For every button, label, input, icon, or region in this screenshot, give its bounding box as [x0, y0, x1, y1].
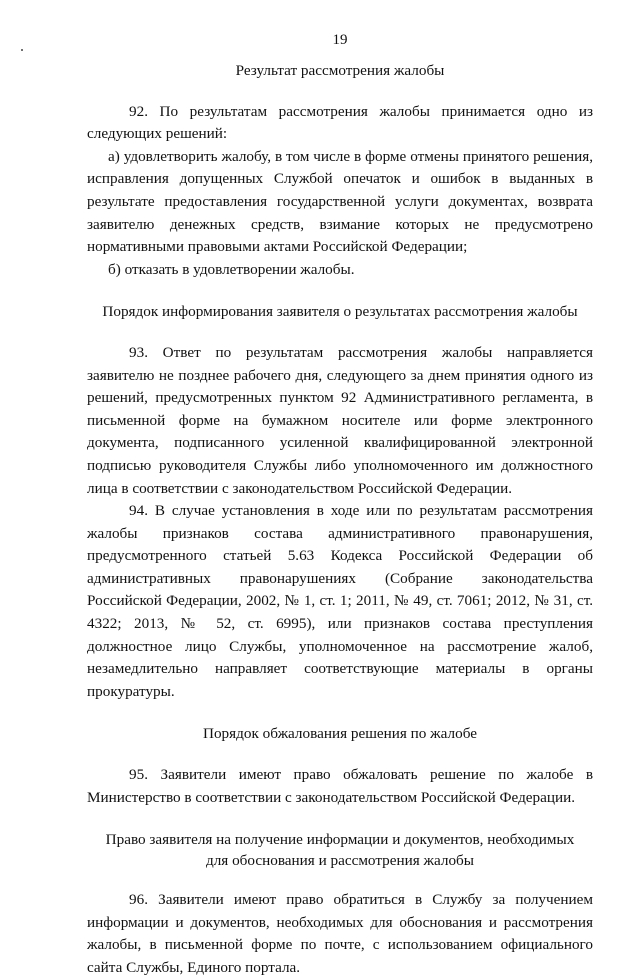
- spacer: [87, 281, 593, 301]
- scan-speck: [21, 49, 23, 51]
- page-number: 19: [332, 32, 348, 48]
- section-heading-result: Результат рассмотрения жалобы: [235, 62, 445, 79]
- spacer: [87, 871, 593, 889]
- paragraph-95: 95. Заявители имеют право обжаловать решение по жалобе в Министерство в соответствии с законодательством Российской Федерации.: [87, 766, 593, 806]
- spacer: [87, 703, 593, 723]
- spacer: [87, 809, 593, 829]
- list-item-b: б) отказать в удовлетворении жалобы.: [108, 260, 355, 278]
- paragraph-96: 96. Заявители имеют право обратиться в Службу за получением информации и документов, необходимых для обоснования и рассмотрения жалобы, в письменной форме по почте, с использованием официального сайта Службы, Единого портала.: [87, 891, 593, 976]
- paragraph-94: 94. В случае установления в ходе или по результатам рассмотрения жалобы признаков состава административного правонарушения, предусмотренного статьей 5.63 Кодекса Российской Федерации об административных правонарушениях (Собрание законодательства Российской Федерации, 2002, № 1, ст. 1; 2011, № 49, ст. 7061; 2012, № 31, ст. 4322; 2013, № 52, ст. 6995), или признаков состава преступления должностное лицо Службы, уполномоченное на рассмотрение жалоб, незамедлительно направляет соответствующие материалы в органы прокуратуры.: [87, 502, 593, 700]
- spacer: [87, 83, 593, 101]
- paragraph-93: 93. Ответ по результатам рассмотрения жалобы направляется заявителю не позднее рабочего дня, следующего за днем принятия одного из решений, предусмотренных пунктом 92 Административного регламента, в письменной форме на бумажном носителе или форме электронного документа, подписанного усиленной квалифицированной электронной подписью руководителя Службы либо уполномоченного им должностного лица в соответствии с законодательством Российской Федерации.: [87, 343, 593, 497]
- list-item-a: а) удовлетворить жалобу, в том числе в форме отмены принятого решения, исправления допущенных Службой опечаток и ошибок в выданных в результате предоставления государственной услуги документах, возврата заявителю денежных средств, взимание которых не предусмотрено нормативными правовыми актами Российской Федерации;: [87, 147, 593, 256]
- section-heading-appeal: Порядок обжалования решения по жалобе: [202, 725, 477, 743]
- spacer: [87, 324, 593, 342]
- heading-line-1: Право заявителя на получение информации и документов, необходимых: [105, 831, 575, 849]
- document-page: [87, 30, 593, 980]
- paragraph-92: 92. По результатам рассмотрения жалобы принимается одно из следующих решений:: [87, 102, 593, 143]
- section-heading-informing: Порядок информирования заявителя о результатах рассмотрения жалобы: [102, 303, 578, 321]
- section-heading-right-to-information: [87, 829, 593, 871]
- heading-line-2: для обоснования и рассмотрения жалобы: [205, 852, 474, 870]
- spacer: [87, 746, 593, 764]
